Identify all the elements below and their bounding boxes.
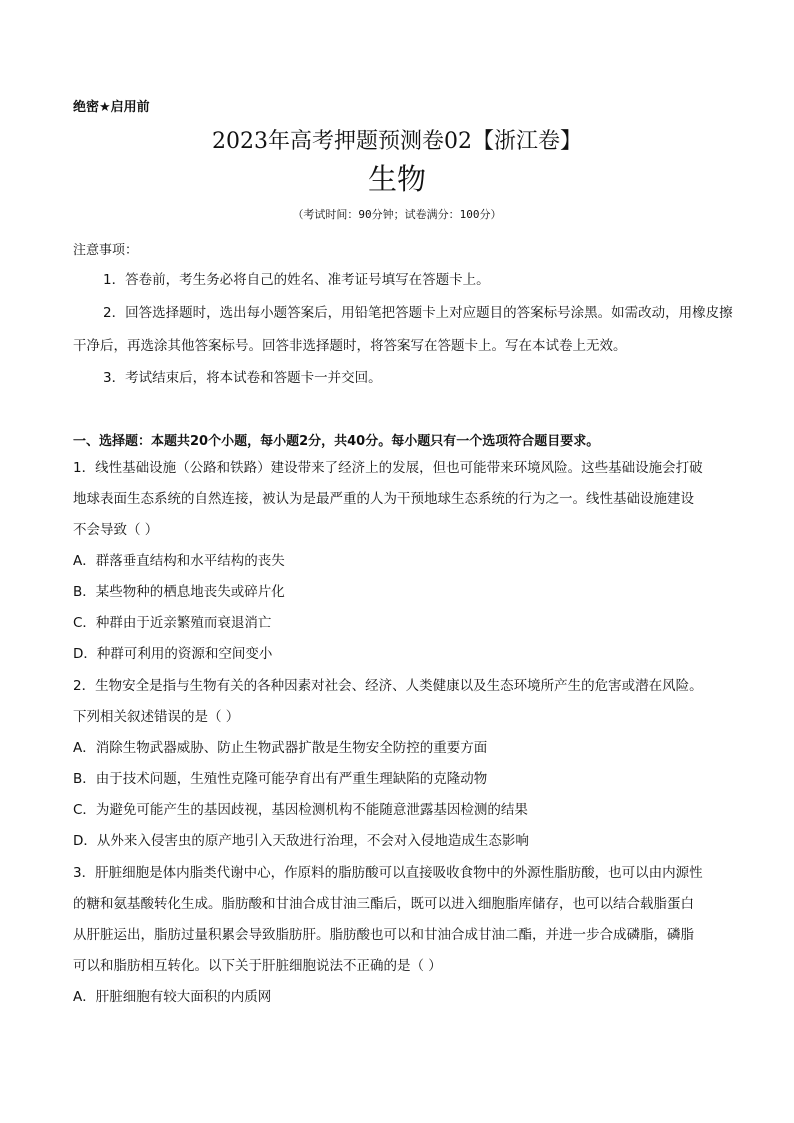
notice-heading: 注意事项： bbox=[73, 243, 139, 258]
question-option: A．肝脏细胞有较大面积的内质网 bbox=[73, 989, 272, 1005]
section-heading: 一、选择题：本题共20个小题，每小题2分，共40分。每小题只有一个选项符合题目要求。 bbox=[73, 434, 600, 449]
question-option: D．种群可利用的资源和空间变小 bbox=[73, 646, 273, 662]
question-line: 的糖和氨基酸转化生成。脂肪酸和甘油合成甘油三酯后，既可以进入细胞脂库储存，也可以结合载脂蛋白 bbox=[73, 896, 694, 912]
notice-item-2: 2．回答选择题时，选出每小题答案后，用铅笔把答题卡上对应题目的答案标号涂黑。如需改动，用橡皮擦干净后，再选涂其他答案标号。回答非选择题时，将答案写在答题卡上。写在本试卷上无效。 bbox=[73, 305, 733, 354]
question-option: A．群落垂直结构和水平结构的丧失 bbox=[73, 553, 285, 569]
question-option: C．种群由于近亲繁殖而衰退消亡 bbox=[73, 615, 272, 631]
question-option: B．由于技术问题，生殖性克隆可能孕育出有严重生理缺陷的克隆动物 bbox=[73, 771, 488, 787]
notice-item-3: 3．考试结束后，将本试卷和答题卡一并交回。 bbox=[103, 370, 382, 386]
secret-label: 绝密★启用前 bbox=[73, 100, 150, 115]
question-option: A．消除生物武器威胁、防止生物武器扩散是生物安全防控的重要方面 bbox=[73, 740, 488, 756]
question-line: 可以和脂肪相互转化。以下关于肝脏细胞说法不正确的是（ ） bbox=[73, 958, 442, 974]
question-line: 不会导致（ ） bbox=[73, 522, 159, 538]
question-line: 地球表面生态系统的自然连接，被认为是最严重的人为干预地球生态系统的行为之一。线性基础设施建设 bbox=[73, 491, 694, 507]
notice-item-1: 1．答卷前，考生务必将自己的姓名、准考证号填写在答题卡上。 bbox=[103, 272, 490, 288]
question-line: 下列相关叙述错误的是（ ） bbox=[73, 709, 240, 725]
question-option: B．某些物种的栖息地丧失或碎片化 bbox=[73, 584, 285, 600]
exam-time-info: （考试时间：90分钟；试卷满分：100分） bbox=[292, 208, 502, 221]
subject-title: 生物 bbox=[367, 162, 426, 196]
question-line: 2．生物安全是指与生物有关的各种因素对社会、经济、人类健康以及生态环境所产生的危害或潜在风险。 bbox=[73, 678, 703, 694]
question-option: D．从外来入侵害虫的原产地引入天敌进行治理，不会对入侵地造成生态影响 bbox=[73, 833, 529, 849]
question-option: C．为避免可能产生的基因歧视，基因检测机构不能随意泄露基因检测的结果 bbox=[73, 802, 528, 818]
question-line: 1．线性基础设施（公路和铁路）建设带来了经济上的发展，但也可能带来环境风险。这些基础设施会打破 bbox=[73, 460, 703, 476]
exam-title: 2023年高考押题预测卷02【浙江卷】 bbox=[212, 129, 582, 154]
question-line: 3．肝脏细胞是体内脂类代谢中心，作原料的脂肪酸可以直接吸收食物中的外源性脂肪酸，也可以由内源性 bbox=[73, 865, 703, 881]
question-line: 从肝脏运出，脂肪过量积累会导致脂肪肝。脂肪酸也可以和甘油合成甘油二酯，并进一步合成磷脂，磷脂 bbox=[73, 927, 694, 943]
